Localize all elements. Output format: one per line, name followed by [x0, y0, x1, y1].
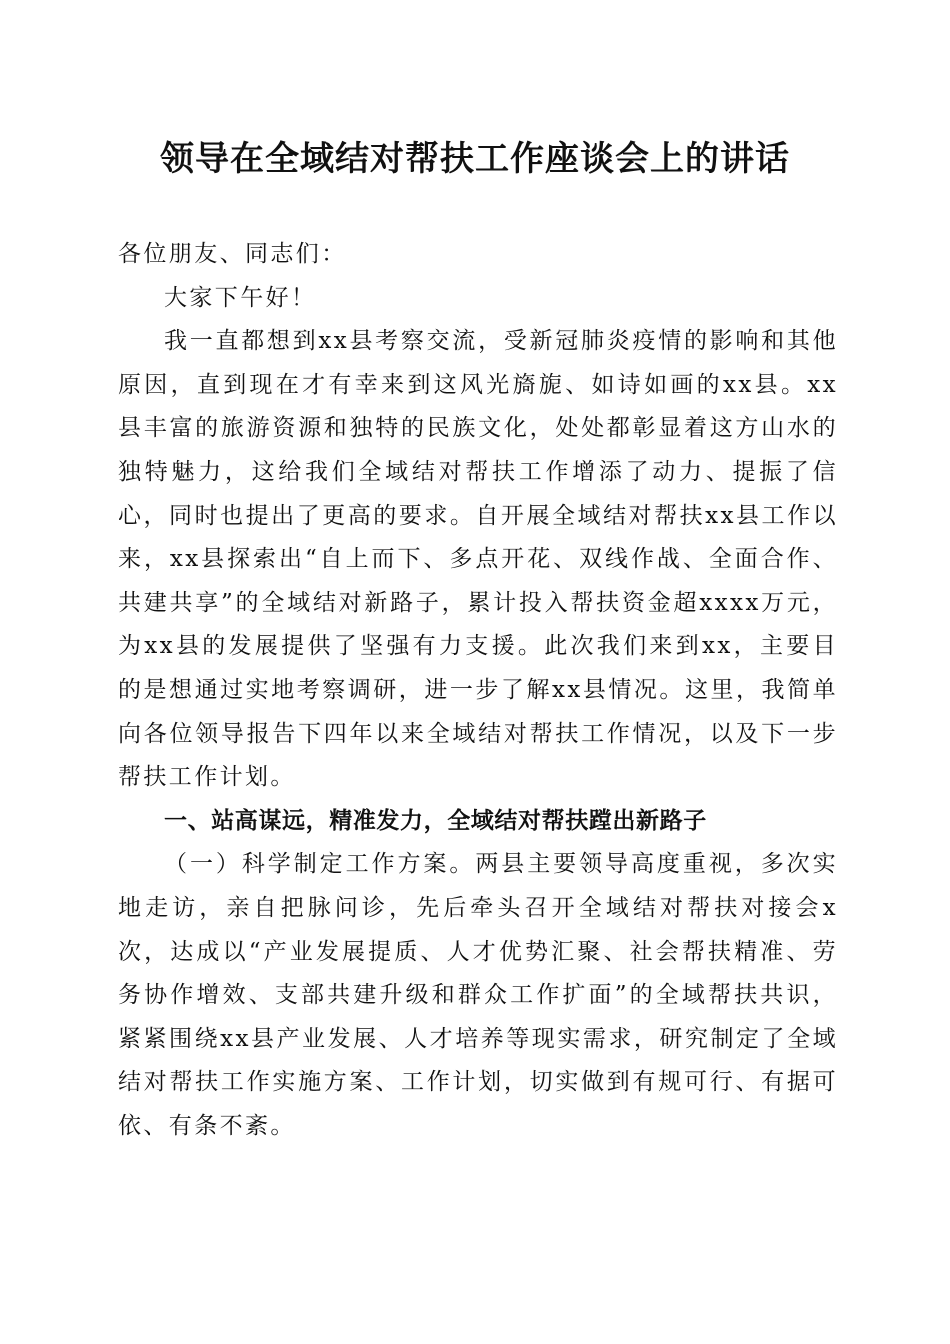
- section-1-paragraph: （一）科学制定工作方案。两县主要领导高度重视，多次实地走访，亲自把脉问诊，先后牵头召开全域结对帮扶对接会x次，达成以“产业发展提质、人才优势汇聚、社会帮扶精准、劳务协作增效、支部共建升级和群众工作扩面”的全域帮扶共识，紧紧围绕xx县产业发展、人才培养等现实需求，研究制定了全域结对帮扶工作实施方案、工作计划，切实做到有规可行、有据可依、有条不紊。: [118, 851, 838, 1139]
- document-title: 领导在全域结对帮扶工作座谈会上的讲话: [160, 139, 790, 179]
- salutation: 各位朋友、同志们：: [118, 241, 347, 267]
- section-heading: 一、站高谋远，精准发力，全域结对帮扶蹚出新路子: [164, 807, 707, 834]
- document-body: [118, 233, 838, 1148]
- intro-paragraph: 我一直都想到xx县考察交流，受新冠肺炎疫情的影响和其他原因，直到现在才有幸来到这风光旖旎、如诗如画的xx县。xx县丰富的旅游资源和独特的民族文化，处处都彰显着这方山水的独特魅力，这给我们全域结对帮扶工作增添了动力、提振了信心，同时也提出了更高的要求。自开展全域结对帮扶xx县工作以来，xx县探索出“自上而下、多点开花、双线作战、全面合作、共建共享”的全域结对新路子，累计投入帮扶资金超xxxx万元，为xx县的发展提供了坚强有力支援。此次我们来到xx，主要目的是想通过实地考察调研，进一步了解xx县情况。这里，我简单向各位领导报告下四年以来全域结对帮扶工作情况，以及下一步帮扶工作计划。: [118, 328, 838, 791]
- greeting: 大家下午好！: [164, 284, 317, 311]
